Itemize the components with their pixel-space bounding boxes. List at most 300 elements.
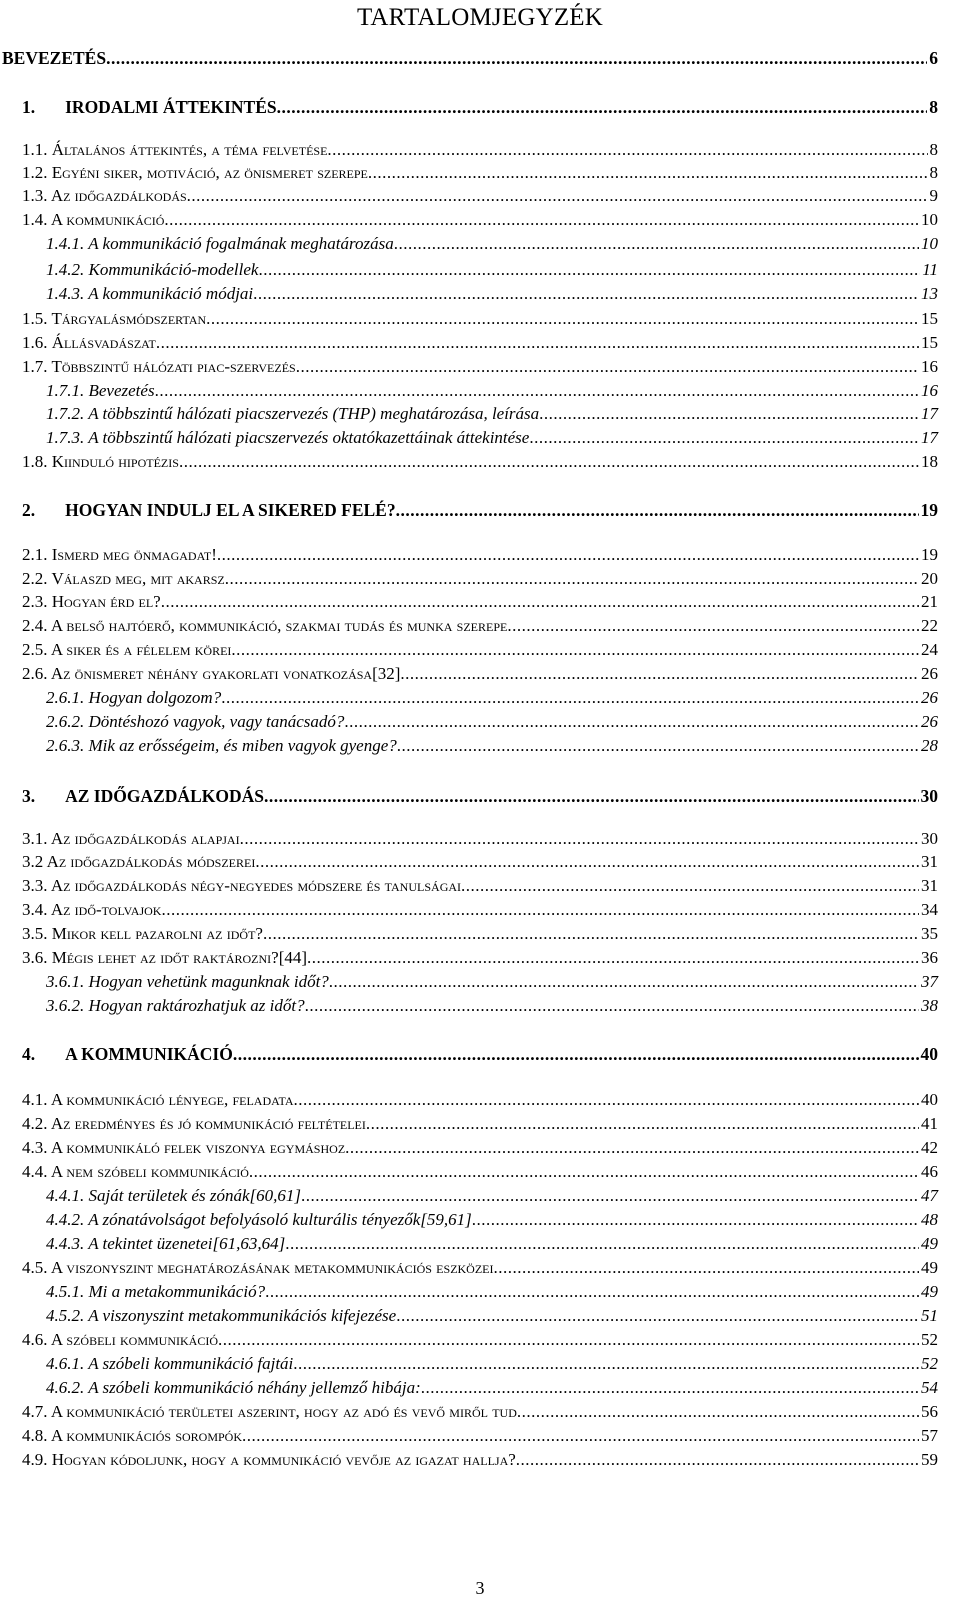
toc-entry[interactable] [46, 1378, 938, 1398]
toc-entry-number: 4.5.2. [46, 1306, 85, 1325]
dot-leader [240, 829, 919, 849]
dot-leader [161, 592, 919, 612]
toc-entry[interactable] [22, 333, 938, 353]
toc-entry-text: A kommunikáló felek viszonya egymáshoz [50, 1138, 346, 1157]
toc-entry-page: 30 [920, 786, 938, 806]
dot-leader [255, 852, 919, 872]
toc-entry[interactable] [22, 1138, 938, 1158]
toc-entry-label [46, 712, 344, 732]
toc-entry-text: Mégis lehet az időt raktározni?[44] [51, 948, 308, 967]
dot-leader [218, 1330, 919, 1350]
toc-entry-page: 26 [921, 712, 938, 731]
toc-entry-number: 4.7. [22, 1402, 48, 1421]
toc-entry-label [22, 924, 263, 944]
toc-entry[interactable] [22, 786, 938, 806]
toc-entry-label [22, 545, 217, 565]
toc-entry-label [22, 948, 307, 968]
toc-entry-page: 22 [921, 616, 938, 635]
toc-entry-number: 4.4.3. [46, 1234, 85, 1253]
toc-entry-text: Mikor kell pazarolni az időt? [51, 924, 263, 943]
toc-entry[interactable] [46, 1186, 938, 1206]
toc-entry-page: 51 [921, 1306, 938, 1325]
dot-leader [344, 712, 919, 732]
toc-title: TARTALOMJEGYZÉK [356, 4, 604, 31]
toc-entry-label [22, 333, 156, 353]
toc-entry-text: A belső hajtóerő, kommunikáció, szakmai tudás és munka szerepe [50, 616, 508, 635]
toc-entry[interactable] [22, 163, 938, 183]
toc-entry-page: 49 [921, 1282, 938, 1301]
toc-entry-label [46, 972, 329, 992]
toc-entry[interactable] [22, 1044, 938, 1064]
toc-entry-number: 3.6.2. [46, 996, 85, 1015]
toc-entry-text: Mi a metakommunikáció? [88, 1282, 266, 1301]
toc-entry-page: 40 [920, 1044, 938, 1064]
toc-entry-page: 19 [921, 545, 938, 564]
toc-entry-number: 4.6.2. [46, 1378, 85, 1397]
toc-entry[interactable] [22, 876, 938, 896]
toc-entry-text: Az időgazdálkodás [50, 186, 187, 205]
dot-leader [366, 1114, 919, 1134]
toc-entry[interactable] [22, 1426, 938, 1446]
toc-entry-page: 54 [921, 1378, 938, 1397]
toc-entry-page: 31 [921, 876, 938, 895]
toc-entry-page: 21 [921, 592, 938, 611]
toc-entry[interactable] [46, 1282, 938, 1302]
toc-entry-label [22, 640, 231, 660]
dot-leader [206, 309, 919, 329]
toc-entry-page: 38 [921, 996, 938, 1015]
toc-entry-text: A szóbeli kommunikáció [50, 1330, 218, 1349]
toc-entry-text: A kommunikáció módjai [88, 284, 254, 303]
toc-entry-label [22, 163, 368, 183]
toc-entry-text: A szóbeli kommunikáció néhány jellemző hibája: [88, 1378, 421, 1397]
toc-entry-page: 8 [929, 140, 938, 159]
toc-entry-label [46, 736, 397, 756]
toc-entry-text: A siker és a félelem körei [50, 640, 232, 659]
toc-entry[interactable] [22, 452, 938, 472]
toc-entry-label [46, 688, 221, 708]
toc-entry-label [22, 616, 507, 636]
toc-entry-label [22, 309, 206, 329]
toc-entry-page: 8 [929, 97, 938, 117]
dot-leader [516, 1450, 919, 1470]
toc-entry-number: 4.1. [22, 1090, 48, 1109]
toc-entry-label [22, 876, 461, 896]
toc-entry-label [22, 1044, 233, 1064]
toc-entry-page: 31 [921, 852, 938, 871]
dot-leader [396, 500, 919, 520]
toc-entry-number: 2.3. [22, 592, 48, 611]
dot-leader [155, 381, 919, 401]
dot-leader [400, 664, 919, 684]
toc-entry-label [46, 428, 529, 448]
toc-entry-label [22, 452, 179, 472]
toc-entry[interactable] [46, 284, 938, 304]
dot-leader [345, 1138, 919, 1158]
toc-entry-page: 16 [921, 381, 938, 400]
toc-entry-label [22, 1090, 294, 1110]
toc-entry[interactable] [22, 186, 938, 206]
toc-entry-page: 47 [921, 1186, 938, 1205]
toc-entry-text: Hogyan kódoljunk, hogy a kommunikáció vevője az igazat hallja? [51, 1450, 516, 1469]
toc-entry-label [22, 1330, 218, 1350]
toc-entry-number: 3.1. [22, 829, 48, 848]
toc-entry-number: 3.2 [22, 852, 44, 871]
toc-entry-number: 4.4.2. [46, 1210, 85, 1229]
toc-entry-number: 1.4.2. [46, 260, 85, 279]
toc-entry[interactable] [22, 500, 938, 520]
toc-entry-text: Hogyan érd el? [51, 592, 161, 611]
toc-entry-page: 6 [929, 48, 938, 68]
toc-entry[interactable] [22, 545, 938, 565]
toc-entry[interactable] [22, 948, 938, 968]
toc-entry-number: 4.2. [22, 1114, 48, 1133]
toc-entry-label [22, 664, 400, 684]
toc-entry[interactable] [22, 1162, 938, 1182]
toc-entry[interactable] [22, 640, 938, 660]
toc-entry-number: 3.6.1. [46, 972, 85, 991]
dot-leader [106, 48, 927, 68]
toc-entry-text: Saját területek és zónák[60,61] [88, 1186, 301, 1205]
toc-entry-text: A viszonyszint meghatározásának metakommunikációs eszközei [50, 1258, 494, 1277]
dot-leader [517, 1402, 919, 1422]
toc-entry-number: 3.5. [22, 924, 48, 943]
toc-entry[interactable] [22, 664, 938, 684]
page-number: 3 [475, 1578, 485, 1598]
toc-entry[interactable] [2, 48, 938, 68]
toc-entry[interactable] [22, 1258, 938, 1278]
toc-entry-number: 1.2. [22, 163, 48, 182]
toc-entry-page: 10 [921, 210, 938, 229]
toc-entry-number: 3. [22, 786, 36, 806]
toc-entry-text: A többszintű hálózati piacszervezés oktatókazettáinak áttekintése [88, 428, 530, 447]
toc-entry-text: Az időgazdálkodás négy-negyedes módszere és tanulságai [50, 876, 462, 895]
dot-leader [156, 333, 919, 353]
toc-entry-text: Válaszd meg, mit akarsz [51, 569, 225, 588]
dot-leader [296, 357, 919, 377]
toc-entry[interactable] [22, 569, 938, 589]
toc-entry-page: 8 [929, 163, 938, 182]
toc-entry-text: Egyéni siker, motiváció, az önismeret szerepe [51, 163, 368, 182]
toc-entry-text: A kommunikációs sorompók [50, 1426, 243, 1445]
toc-entry[interactable] [22, 1450, 938, 1470]
toc-entry-label [22, 900, 161, 920]
toc-entry-number: 4.4.1. [46, 1186, 85, 1205]
toc-entry[interactable] [22, 900, 938, 920]
toc-entry-label [46, 1378, 421, 1398]
toc-entry[interactable] [22, 829, 938, 849]
toc-entry-page: 52 [921, 1330, 938, 1349]
toc-entry-page: 16 [921, 357, 938, 376]
dot-leader [421, 1378, 919, 1398]
toc-entry-page: 17 [921, 428, 938, 447]
toc-entry[interactable] [46, 1234, 938, 1254]
dot-leader [529, 428, 919, 448]
toc-entry[interactable] [46, 260, 938, 280]
toc-entry[interactable] [46, 404, 938, 424]
toc-entry-number: 1.3. [22, 186, 48, 205]
toc-entry-number: 1.7.2. [46, 404, 85, 423]
toc-entry[interactable] [22, 1330, 938, 1350]
toc-entry-number: BEVEZETÉS [2, 48, 107, 68]
toc-entry-page: 52 [921, 1354, 938, 1373]
dot-leader [242, 1426, 919, 1446]
toc-entry-number: 1. [22, 97, 36, 117]
toc-entry[interactable] [46, 736, 938, 756]
toc-entry-label [46, 260, 258, 280]
toc-entry-text: A KOMMUNIKÁCIÓ [65, 1044, 233, 1064]
toc-entry-label [22, 97, 277, 117]
toc-entry-text: A többszintű hálózati piacszervezés (THP) meghatározása, leírása [88, 404, 540, 423]
dot-leader [397, 736, 919, 756]
dot-leader [507, 616, 919, 636]
dot-leader [472, 1210, 919, 1230]
toc-entry-number: 4.5. [22, 1258, 48, 1277]
toc-entry-label [46, 1354, 293, 1374]
toc-entry-label [22, 357, 296, 377]
toc-entry-number: 2.1. [22, 545, 48, 564]
dot-leader [263, 924, 919, 944]
toc-entry-number: 1.6. [22, 333, 48, 352]
dot-leader [179, 452, 919, 472]
toc-entry-text: A kommunikáció fogalmának meghatározása [88, 234, 394, 253]
toc-entry-number: 4. [22, 1044, 36, 1064]
toc-entry-text: Az idő-tolvajok [50, 900, 162, 919]
toc-entry-label [22, 1258, 494, 1278]
toc-entry[interactable] [46, 996, 938, 1016]
toc-entry-page: 35 [921, 924, 938, 943]
toc-entry-label [22, 1426, 242, 1446]
toc-entry-label [22, 1402, 517, 1422]
toc-entry-text: Többszintű hálózati piac-szervezés [51, 357, 296, 376]
dot-leader [233, 1044, 919, 1064]
toc-entry-label [22, 210, 164, 230]
toc-entry[interactable] [46, 688, 938, 708]
toc-entry-text: Bevezetés [88, 381, 155, 400]
toc-entry-number: 2. [22, 500, 36, 520]
toc-entry-text: Az eredményes és jó kommunikáció feltételei [50, 1114, 366, 1133]
toc-entry-label [22, 786, 264, 806]
dot-leader [161, 900, 919, 920]
dot-leader [221, 688, 919, 708]
toc-entry-page: 37 [921, 972, 938, 991]
toc-entry-page: 9 [929, 186, 938, 205]
toc-entry-text: HOGYAN INDULJ EL A SIKERED FELÉ? [65, 500, 396, 520]
toc-entry-number: 1.7.1. [46, 381, 85, 400]
toc-entry-label [46, 404, 539, 424]
toc-entry-label [22, 1162, 249, 1182]
toc-entry-label [22, 852, 255, 872]
toc-entry[interactable] [46, 381, 938, 401]
toc-entry-label [46, 1234, 285, 1254]
toc-entry-number: 1.7. [22, 357, 48, 376]
toc-entry-page: 30 [921, 829, 938, 848]
dot-leader [396, 1306, 919, 1326]
toc-entry-label [22, 1138, 345, 1158]
toc-entry-text: A kommunikáció területei aszerint, hogy az adó és vevő miről tud [50, 1402, 517, 1421]
dot-leader [264, 786, 919, 806]
toc-entry-page: 19 [920, 500, 938, 520]
toc-entry[interactable] [46, 712, 938, 732]
toc-entry-number: 3.3. [22, 876, 48, 895]
toc-entry-text: Állásvadászat [51, 333, 156, 352]
toc-entry[interactable] [22, 140, 938, 160]
toc-entry[interactable] [22, 616, 938, 636]
toc-entry-page: 56 [921, 1402, 938, 1421]
toc-entry-page: 49 [921, 1258, 938, 1277]
toc-entry[interactable] [22, 309, 938, 329]
toc-entry-number: 2.6. [22, 664, 48, 683]
dot-leader [265, 1282, 919, 1302]
toc-entry[interactable] [46, 972, 938, 992]
toc-entry-page: 28 [921, 736, 938, 755]
toc-entry[interactable] [46, 1306, 938, 1326]
toc-entry-text: IRODALMI ÁTTEKINTÉS [65, 97, 277, 117]
toc-entry-number: 2.6.2. [46, 712, 85, 731]
toc-entry[interactable] [22, 852, 938, 872]
dot-leader [301, 1186, 919, 1206]
toc-entry-number: 4.3. [22, 1138, 48, 1157]
toc-entry-page: 26 [921, 664, 938, 683]
toc-entry-page: 20 [921, 569, 938, 588]
toc-entry-text: A viszonyszint metakommunikációs kifejezése [88, 1306, 397, 1325]
dot-leader [394, 234, 919, 254]
toc-entry-number: 1.8. [22, 452, 48, 471]
toc-entry[interactable] [46, 1354, 938, 1374]
toc-entry-page: 13 [921, 284, 938, 303]
toc-entry-page: 48 [921, 1210, 938, 1229]
toc-entry-label [46, 1306, 396, 1326]
toc-entry-number: 4.4. [22, 1162, 48, 1181]
toc-entry-label [46, 381, 155, 401]
toc-entry-number: 4.5.1. [46, 1282, 85, 1301]
toc-entry-text: AZ IDŐGAZDÁLKODÁS [65, 786, 264, 806]
toc-entry-label [22, 186, 187, 206]
dot-leader [285, 1234, 919, 1254]
toc-entry-text: Hogyan vehetünk magunknak időt? [88, 972, 329, 991]
toc-entry-number: 4.6.1. [46, 1354, 85, 1373]
toc-entry-number: 1.1. [22, 140, 48, 159]
toc-entry[interactable] [22, 924, 938, 944]
toc-entry[interactable] [22, 357, 938, 377]
toc-entry-page: 26 [921, 688, 938, 707]
toc-entry-number: 2.2. [22, 569, 48, 588]
toc-entry-text: A kommunikáció lényege, feladata [50, 1090, 294, 1109]
dot-leader [461, 876, 919, 896]
toc-entry-page: 40 [921, 1090, 938, 1109]
toc-entry[interactable] [46, 234, 938, 254]
toc-entry[interactable] [22, 1402, 938, 1422]
toc-entry-label [46, 234, 394, 254]
toc-entry-number: 1.4.1. [46, 234, 85, 253]
toc-entry-label [46, 1210, 472, 1230]
toc-entry-page: 42 [921, 1138, 938, 1157]
toc-entry-page: 15 [921, 309, 938, 328]
toc-entry-number: 4.8. [22, 1426, 48, 1445]
toc-entry-number: 1.4.3. [46, 284, 85, 303]
toc-entry-text: Tárgyalásmódszertan [51, 309, 207, 328]
toc-entry-label [2, 48, 106, 68]
dot-leader [329, 972, 919, 992]
toc-entry-text: Hogyan raktározhatjuk az időt? [88, 996, 305, 1015]
toc-entry[interactable] [46, 1210, 938, 1230]
toc-entry-label [22, 569, 225, 589]
dot-leader [293, 1354, 919, 1374]
toc-entry-page: 46 [921, 1162, 938, 1181]
toc-entry-number: 2.4. [22, 616, 48, 635]
toc-entry-text: Az időgazdálkodás alapjai [50, 829, 240, 848]
toc-entry-text: A nem szóbeli kommunikáció [50, 1162, 249, 1181]
toc-entry-text: A szóbeli kommunikáció fajtái [88, 1354, 294, 1373]
toc-entry[interactable] [22, 210, 938, 230]
dot-leader [217, 545, 919, 565]
toc-entry-text: Általános áttekintés, a téma felvetése [51, 140, 328, 159]
toc-entry-text: Az időgazdálkodás módszerei [46, 852, 256, 871]
toc-entry-text: Hogyan dolgozom? [88, 688, 222, 707]
toc-entry-text: A kommunikáció [50, 210, 165, 229]
toc-entry-label [22, 1450, 516, 1470]
dot-leader [225, 569, 919, 589]
toc-entry-label [22, 829, 240, 849]
toc-entry-page: 36 [921, 948, 938, 967]
dot-leader [494, 1258, 919, 1278]
dot-leader [539, 404, 919, 424]
toc-entry-label [22, 500, 396, 520]
toc-entry-number: 1.7.3. [46, 428, 85, 447]
toc-entry[interactable] [22, 97, 938, 117]
toc-entry-number: 2.6.3. [46, 736, 85, 755]
toc-entry-page: 11 [922, 260, 938, 279]
dot-leader [258, 260, 920, 280]
toc-entry-number: 4.6. [22, 1330, 48, 1349]
toc-entry-page: 10 [921, 234, 938, 253]
toc-entry-number: 3.4. [22, 900, 48, 919]
toc-entry-number: 2.5. [22, 640, 48, 659]
toc-entry-label [46, 284, 253, 304]
toc-entry-page: 57 [921, 1426, 938, 1445]
toc-entry-page: 41 [921, 1114, 938, 1133]
toc-entry-number: 3.6. [22, 948, 48, 967]
toc-entry-number: 4.9. [22, 1450, 48, 1469]
toc-entry-text: A tekintet üzenetei[61,63,64] [88, 1234, 286, 1253]
dot-leader [307, 948, 919, 968]
toc-entry[interactable] [46, 428, 938, 448]
dot-leader [368, 163, 928, 183]
dot-leader [277, 97, 928, 117]
dot-leader [327, 140, 927, 160]
toc-entry[interactable] [22, 1090, 938, 1110]
dot-leader [187, 186, 928, 206]
toc-entry-page: 17 [921, 404, 938, 423]
toc-entry-text: Ismerd meg önmagadat! [51, 545, 217, 564]
toc-entry-label [22, 140, 327, 160]
toc-entry[interactable] [22, 592, 938, 612]
dot-leader [294, 1090, 919, 1110]
toc-entry-number: 1.5. [22, 309, 48, 328]
dot-leader [305, 996, 919, 1016]
toc-entry-number: 1.4. [22, 210, 48, 229]
dot-leader [164, 210, 919, 230]
toc-entry-number: 2.6.1. [46, 688, 85, 707]
toc-entry-text: Kiinduló hipotézis [51, 452, 179, 471]
toc-entry-page: 24 [921, 640, 938, 659]
toc-entry[interactable] [22, 1114, 938, 1134]
toc-entry-page: 49 [921, 1234, 938, 1253]
toc-entry-label [22, 592, 161, 612]
toc-entry-label [46, 996, 305, 1016]
dot-leader [231, 640, 919, 660]
toc-entry-page: 34 [921, 900, 938, 919]
